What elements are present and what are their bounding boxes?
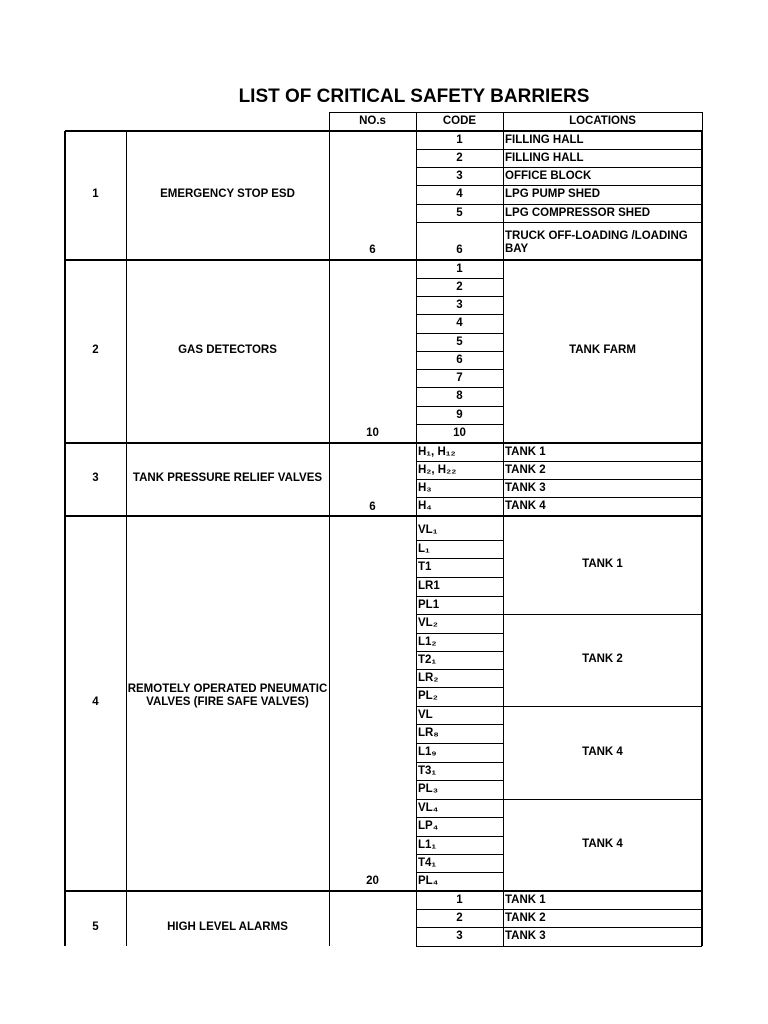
location-cell: TANK FARM xyxy=(569,344,636,356)
row-number: 2 xyxy=(92,344,99,356)
location-cell: LPG PUMP SHED xyxy=(505,188,600,200)
grid-line xyxy=(416,762,503,763)
location-cell: TANK 3 xyxy=(505,930,546,942)
grid-line xyxy=(416,854,503,855)
grid-line xyxy=(416,167,702,168)
grid-line xyxy=(416,149,702,150)
code-cell: LP₄ xyxy=(418,820,439,832)
code-cell: L₁ xyxy=(418,543,430,555)
code-cell: 3 xyxy=(456,930,463,942)
barrier-count: 10 xyxy=(366,427,379,439)
grid-line xyxy=(416,204,702,205)
location-cell: TANK 1 xyxy=(582,558,623,570)
grid-line xyxy=(416,314,503,315)
code-cell: 2 xyxy=(456,912,463,924)
grid-line xyxy=(416,743,503,744)
barrier-name: REMOTELY OPERATED PNEUMATIC VALVES (FIRE SAFE VALVES) xyxy=(127,683,328,708)
header-locations: LOCATIONS xyxy=(569,115,636,127)
row-number: 5 xyxy=(92,921,99,933)
row-number: 3 xyxy=(92,472,99,484)
grid-line xyxy=(64,131,66,946)
grid-line xyxy=(416,387,503,388)
code-cell: PL1 xyxy=(418,599,440,611)
code-cell: LR₈ xyxy=(418,727,439,739)
grid-line xyxy=(126,131,127,946)
grid-line xyxy=(416,278,503,279)
code-cell: PL₂ xyxy=(418,690,438,702)
code-cell: L1₂ xyxy=(418,636,437,648)
code-cell: 1 xyxy=(456,894,463,906)
code-cell: 8 xyxy=(456,390,463,402)
barrier-count: 6 xyxy=(369,244,376,256)
location-cell: TANK 2 xyxy=(505,464,546,476)
location-cell: OFFICE BLOCK xyxy=(505,170,592,182)
grid-line xyxy=(416,909,702,910)
code-cell: 10 xyxy=(453,427,466,439)
code-cell: T1 xyxy=(418,561,432,573)
code-cell: PL₄ xyxy=(418,875,439,887)
grid-line xyxy=(503,706,702,707)
grid-line xyxy=(416,461,702,462)
grid-line xyxy=(702,112,703,131)
location-cell: TANK 1 xyxy=(505,446,546,458)
code-cell: VL₁ xyxy=(418,524,438,536)
grid-line xyxy=(416,351,503,352)
location-cell: TANK 1 xyxy=(505,894,546,906)
location-cell: TANK 4 xyxy=(582,838,623,850)
location-cell: FILLING HALL xyxy=(505,152,584,164)
code-cell: 6 xyxy=(456,244,463,256)
code-cell: VL xyxy=(418,709,433,721)
code-cell: 1 xyxy=(456,134,463,146)
grid-line xyxy=(416,296,503,297)
code-cell: T2₁ xyxy=(418,654,437,666)
code-cell: 5 xyxy=(456,207,463,219)
code-cell: LR1 xyxy=(418,580,440,592)
code-cell: VL₂ xyxy=(418,617,438,629)
code-cell: L1₁ xyxy=(418,839,437,851)
grid-line xyxy=(416,780,503,781)
code-cell: 3 xyxy=(456,299,463,311)
grid-line xyxy=(416,817,503,818)
code-cell: H₃ xyxy=(418,482,432,494)
grid-line xyxy=(416,596,503,597)
code-cell: VL₄ xyxy=(418,802,439,814)
code-cell: 1 xyxy=(456,263,463,275)
grid-line xyxy=(503,799,702,800)
grid-line xyxy=(416,540,503,541)
code-cell: 4 xyxy=(456,188,463,200)
location-cell: TANK 2 xyxy=(505,912,546,924)
grid-line xyxy=(65,890,702,892)
grid-line xyxy=(701,131,703,946)
grid-line xyxy=(416,633,503,634)
grid-line xyxy=(416,479,702,480)
grid-line xyxy=(416,497,702,498)
grid-line xyxy=(416,799,503,800)
barrier-count: 6 xyxy=(369,501,376,513)
grid-line xyxy=(416,706,503,707)
grid-line xyxy=(329,112,702,113)
row-number: 1 xyxy=(92,188,99,200)
grid-line xyxy=(65,259,702,261)
grid-line xyxy=(65,515,702,517)
barrier-name: EMERGENCY STOP ESD xyxy=(160,188,295,200)
code-cell: H₄ xyxy=(418,500,432,512)
grid-line xyxy=(416,724,503,725)
grid-line xyxy=(416,836,503,837)
grid-line xyxy=(416,927,702,928)
code-cell: 2 xyxy=(456,281,463,293)
code-cell: 2 xyxy=(456,152,463,164)
grid-line xyxy=(416,669,503,670)
code-cell: 5 xyxy=(456,336,463,348)
location-cell: TANK 4 xyxy=(582,746,623,758)
code-cell: 7 xyxy=(456,372,463,384)
grid-line xyxy=(503,131,504,946)
grid-line xyxy=(416,558,503,559)
grid-line xyxy=(416,946,702,947)
grid-line xyxy=(416,406,503,407)
grid-line xyxy=(416,872,503,873)
code-cell: L1₉ xyxy=(418,746,437,758)
code-cell: LR₂ xyxy=(418,672,439,684)
location-cell: TANK 3 xyxy=(505,482,546,494)
grid-line xyxy=(416,614,503,615)
grid-line xyxy=(416,577,503,578)
location-cell: FILLING HALL xyxy=(505,134,584,146)
header-code: CODE xyxy=(442,115,477,127)
barrier-name: TANK PRESSURE RELIEF VALVES xyxy=(132,472,323,484)
barrier-count: 20 xyxy=(366,875,379,887)
grid-line xyxy=(65,130,702,132)
grid-line xyxy=(416,424,503,425)
code-cell: 6 xyxy=(456,354,463,366)
barrier-name: GAS DETECTORS xyxy=(178,344,277,356)
grid-line xyxy=(416,333,503,334)
page-title: LIST OF CRITICAL SAFETY BARRIERS xyxy=(238,86,590,107)
grid-line xyxy=(416,222,702,223)
code-cell: PL₃ xyxy=(418,783,439,795)
code-cell: 3 xyxy=(456,170,463,182)
code-cell: H₁, H₁₂ xyxy=(418,446,456,458)
code-cell: H₂, H₂₂ xyxy=(418,464,457,476)
header-nos: NO.s xyxy=(359,115,386,127)
barrier-name: HIGH LEVEL ALARMS xyxy=(167,921,288,933)
code-cell: 4 xyxy=(456,317,463,329)
row-number: 4 xyxy=(92,696,99,708)
grid-line xyxy=(416,651,503,652)
code-cell: 9 xyxy=(456,409,463,421)
grid-line xyxy=(416,185,702,186)
location-cell: TANK 2 xyxy=(582,653,623,665)
location-cell: LPG COMPRESSOR SHED xyxy=(505,207,651,219)
grid-line xyxy=(416,369,503,370)
location-cell: TANK 4 xyxy=(505,500,546,512)
grid-line xyxy=(65,442,702,444)
grid-line xyxy=(416,687,503,688)
code-cell: T4₁ xyxy=(418,857,437,869)
grid-line xyxy=(503,614,702,615)
location-cell: TRUCK OFF-LOADING /LOADING BAY xyxy=(505,230,688,255)
code-cell: T3₁ xyxy=(418,765,437,777)
